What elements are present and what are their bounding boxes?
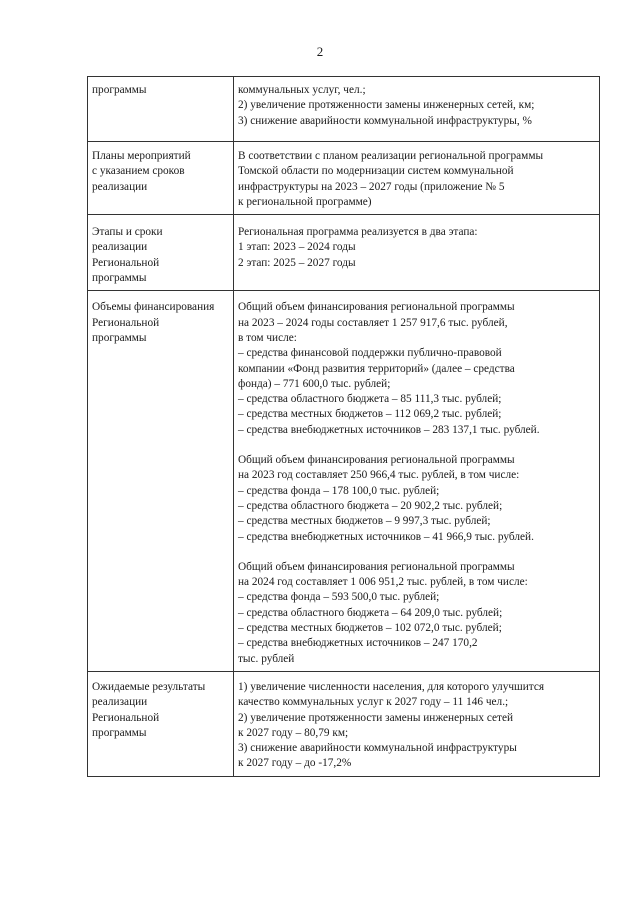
content-line: В соответствии с планом реализации региональной программы <box>238 150 544 162</box>
content-line: компании «Фонд развития территорий» (далее – средства <box>238 362 515 375</box>
content-line: в том числе: <box>238 331 297 344</box>
row-content-cell <box>234 671 600 776</box>
content-line: Региональная программа реализуется в два этапа: <box>238 226 478 239</box>
content-line: – средства внебюджетных источников – 283 137,1 тыс. рублей. <box>238 423 540 436</box>
content-line: – средства местных бюджетов – 102 072,0 тыс. рублей; <box>238 622 502 635</box>
table-row <box>88 671 600 776</box>
row-content-cell <box>234 142 600 215</box>
content-line: Общий объем финансирования региональной программы <box>238 301 515 314</box>
row-label-cell <box>88 291 234 672</box>
content-line: к региональной программе) <box>238 195 372 208</box>
content-line: тыс. рублей <box>238 652 295 665</box>
content-line: Общий объем финансирования региональной программы <box>238 560 515 573</box>
row-label-cell <box>88 671 234 776</box>
content-line: к 2027 году – 80,79 км; <box>238 726 349 739</box>
content-line: – средства областного бюджета – 20 902,2 тыс. рублей; <box>238 499 503 512</box>
label-line: Региональной <box>92 316 160 329</box>
label-line: Планы мероприятий <box>92 150 191 162</box>
table-row <box>88 215 600 291</box>
table-row <box>88 77 600 142</box>
content-line: инфраструктуры на 2023 – 2027 годы (приложение № 5 <box>238 180 505 193</box>
row-content-cell <box>234 291 600 672</box>
label-line: реализации <box>92 180 148 193</box>
label-line: Региональной <box>92 711 160 724</box>
label-line: Ожидаемые результаты <box>92 680 206 693</box>
content-line: – средства фонда – 593 500,0 тыс. рублей; <box>238 591 440 604</box>
label-line: с указанием сроков <box>92 165 185 178</box>
content-line: – средства местных бюджетов – 9 997,3 тыс. рублей; <box>238 515 491 528</box>
content-line: к 2027 году – до -17,2% <box>238 757 352 770</box>
content-line: – средства местных бюджетов – 112 069,2 тыс. рублей; <box>238 408 502 421</box>
content-line: 2 этап: 2025 – 2027 годы <box>238 256 356 269</box>
row-label-cell <box>88 77 234 142</box>
content-line: 3) снижение аварийности коммунальной инфраструктуры, % <box>238 114 532 127</box>
content-line: – средства областного бюджета – 85 111,3 тыс. рублей; <box>238 393 502 406</box>
content-line: 2) увеличение протяженности замены инженерных сетей <box>238 711 514 724</box>
label-line: реализации <box>92 241 148 254</box>
page-number: 2 <box>316 44 324 59</box>
table-row <box>88 291 600 672</box>
row-label-cell <box>88 142 234 215</box>
content-line: на 2023 – 2024 годы составляет 1 257 917,6 тыс. рублей, <box>238 316 508 329</box>
label-line: программы <box>92 272 147 285</box>
label-line: реализации <box>92 696 148 709</box>
content-line: качество коммунальных услуг к 2027 году – 11 146 чел.; <box>238 696 509 709</box>
label-line: программы <box>92 726 147 739</box>
content-line: Общий объем финансирования региональной программы <box>238 454 515 467</box>
content-line: 2) увеличение протяженности замены инженерных сетей, км; <box>238 99 535 112</box>
label-line: Этапы и сроки <box>92 226 163 239</box>
label-line: программы <box>92 84 147 96</box>
label-line: Объемы финансирования <box>92 301 215 314</box>
content-line: 3) снижение аварийности коммунальной инфраструктуры <box>238 742 517 755</box>
paragraph-gap <box>238 438 595 453</box>
content-line: Томской области по модернизации систем коммунальной <box>238 165 514 178</box>
label-line: Региональной <box>92 256 160 269</box>
label-line: программы <box>92 331 147 344</box>
row-label-cell <box>88 215 234 291</box>
content-line: на 2024 год составляет 1 006 951,2 тыс. рублей, в том числе: <box>238 576 528 589</box>
content-line: 1 этап: 2023 – 2024 годы <box>238 241 356 254</box>
paragraph-gap <box>238 545 595 560</box>
content-line: 1) увеличение численности населения, для которого улучшится <box>238 680 545 693</box>
content-line: коммунальных услуг, чел.; <box>238 84 366 96</box>
content-line: – средства областного бюджета – 64 209,0 тыс. рублей; <box>238 606 503 619</box>
row-content-cell <box>234 215 600 291</box>
table-row <box>88 142 600 215</box>
program-passport-table <box>87 76 600 777</box>
content-line: – средства внебюджетных источников – 247 170,2 <box>238 637 478 650</box>
content-line: фонда) – 771 600,0 тыс. рублей; <box>238 377 391 390</box>
content-line: на 2023 год составляет 250 966,4 тыс. рублей, в том числе: <box>238 469 520 482</box>
content-line: – средства внебюджетных источников – 41 966,9 тыс. рублей. <box>238 530 534 543</box>
content-line: – средства финансовой поддержки публично-правовой <box>238 347 502 360</box>
content-line: – средства фонда – 178 100,0 тыс. рублей; <box>238 484 440 497</box>
row-content-cell <box>234 77 600 142</box>
